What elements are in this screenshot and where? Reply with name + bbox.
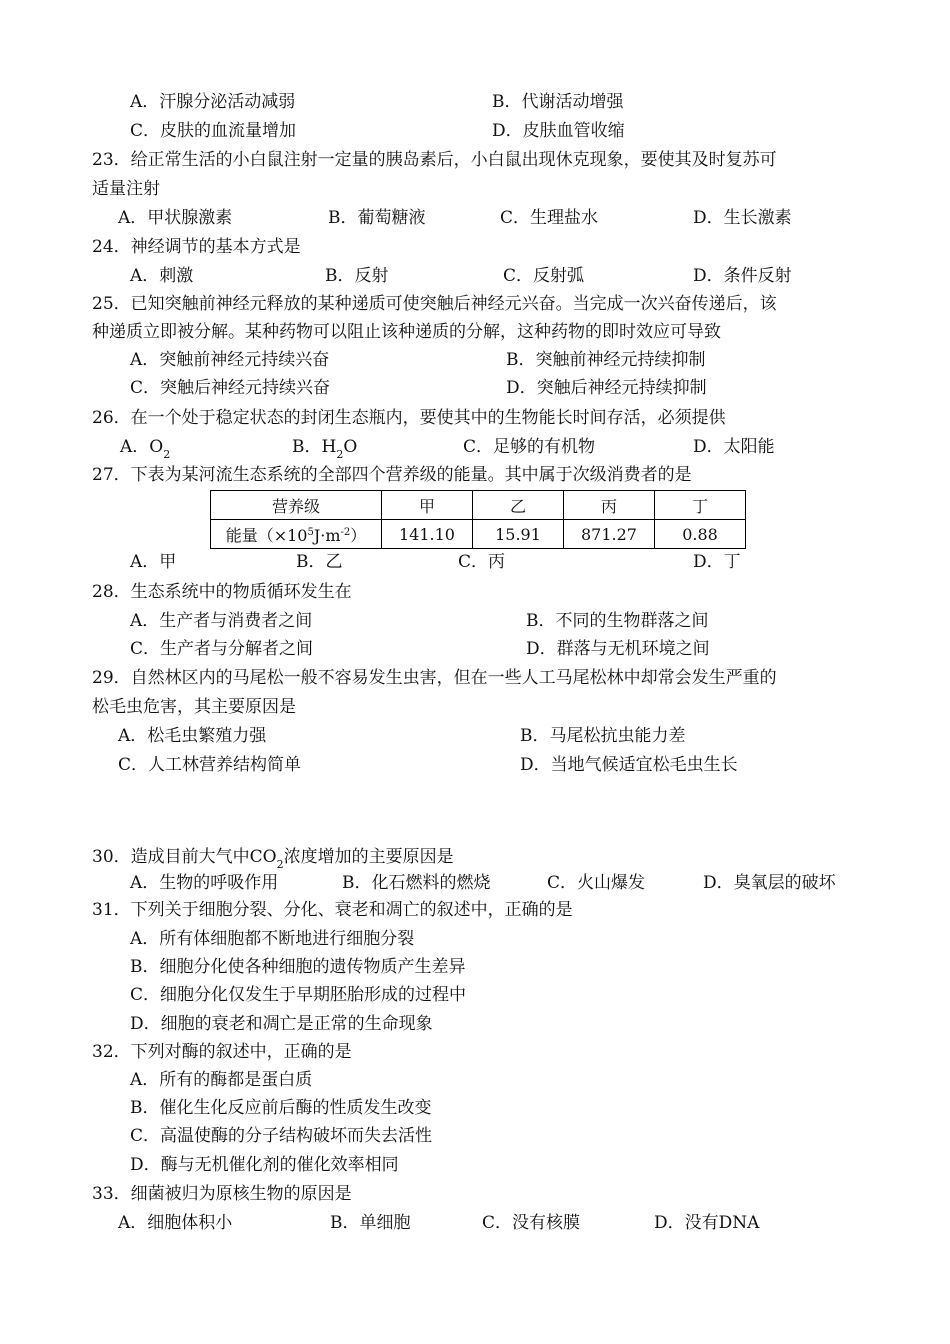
q24-stem (0, 235, 950, 263)
q27-stem (0, 463, 950, 491)
option-a: A．松毛虫繁殖力强 (118, 726, 267, 746)
option-d: D．太阳能 (693, 437, 775, 457)
table-header-cell: 丙 (564, 491, 655, 520)
table-cell: 871.27 (564, 520, 655, 549)
q28-options-row-1 (0, 609, 950, 637)
option-c: C．没有核膜 (482, 1213, 581, 1233)
table-header-cell: 营养级 (211, 491, 382, 520)
q32-option-d (0, 1153, 950, 1181)
table-cell: 141.10 (382, 520, 473, 549)
option-c: C．反射弧 (503, 266, 585, 286)
question-text: 26．在一个处于稳定状态的封闭生态瓶内，要使其中的生物能长时间存活，必须提供 (92, 408, 726, 428)
option-d: D．条件反射 (693, 266, 792, 286)
table-cell: 15.91 (473, 520, 564, 549)
question-text: 25．已知突触前神经元释放的某种递质可使突触后神经元兴奋。当完成一次兴奋传递后，该 (92, 294, 777, 314)
table-header-cell: 甲 (382, 491, 473, 520)
q25-options-row-1 (0, 348, 950, 376)
q23-stem-cont (0, 177, 950, 205)
option-d: D．皮肤血管收缩 (492, 121, 625, 141)
q22-options-row-2 (0, 119, 950, 147)
energy-table (210, 490, 746, 549)
q22-options-row-1 (0, 90, 950, 118)
option-d: D．生长激素 (693, 208, 792, 228)
option-a: A．甲状腺激素 (118, 208, 233, 228)
question-text: 28．生态系统中的物质循环发生在 (92, 582, 352, 602)
q25-stem-cont (0, 320, 950, 348)
q26-stem (0, 406, 950, 434)
question-text: 29．自然林区内的马尾松一般不容易发生虫害，但在一些人工马尾松林中却常会发生严重的 (92, 668, 777, 688)
q32-stem (0, 1040, 950, 1068)
q30-stem (0, 845, 950, 873)
q27-options (0, 550, 950, 578)
q32-option-c (0, 1124, 950, 1152)
option-d: D．酶与无机催化剂的催化效率相同 (130, 1155, 399, 1175)
question-text: 种递质立即被分解。某种药物可以阻止该种递质的分解，这种药物的即时效应可导致 (92, 322, 721, 342)
q31-stem (0, 898, 950, 926)
option-a: A．汗腺分泌活动减弱 (130, 92, 296, 112)
q31-option-a (0, 927, 950, 955)
option-a: A．生物的呼吸作用 (130, 873, 279, 893)
q28-options-row-2 (0, 637, 950, 665)
table-row-label: 能量$(\times 10^5J\cdot m^{-2})$ (211, 520, 382, 549)
q32-option-a (0, 1068, 950, 1096)
option-a: A．$O_2$ (120, 437, 171, 461)
option-c: C．突触后神经元持续兴奋 (130, 378, 331, 398)
option-c: C．足够的有机物 (463, 437, 596, 457)
q25-options-row-2 (0, 376, 950, 404)
question-text: 27．下表为某河流生态系统的全部四个营养级的能量。其中属于次级消费者的是 (92, 465, 692, 485)
q28-stem (0, 580, 950, 608)
q32-option-b (0, 1096, 950, 1124)
option-b: B．不同的生物群落之间 (526, 611, 709, 631)
q31-option-c (0, 983, 950, 1011)
option-b: B．化石燃料的燃烧 (342, 873, 491, 893)
option-b: B．马尾松抗虫能力差 (520, 726, 686, 746)
option-a: A．所有体细胞都不断地进行细胞分裂 (130, 929, 415, 949)
option-c: C．丙 (458, 552, 506, 572)
option-a: A．刺激 (130, 266, 194, 286)
q31-option-b (0, 955, 950, 983)
option-d: D．没有DNA (654, 1213, 760, 1233)
option-a: A．所有的酶都是蛋白质 (130, 1070, 313, 1090)
option-c: C．生产者与分解者之间 (130, 639, 314, 659)
table-header-cell: 丁 (655, 491, 746, 520)
option-d: D．群落与无机环境之间 (526, 639, 710, 659)
option-b: B．催化生化反应前后酶的性质发生改变 (130, 1098, 432, 1118)
question-text: 33．细菌被归为原核生物的原因是 (92, 1184, 352, 1204)
q31-option-d (0, 1012, 950, 1040)
option-c: C．人工林营养结构简单 (118, 755, 302, 775)
question-text: 31．下列关于细胞分裂、分化、衰老和凋亡的叙述中，正确的是 (92, 900, 573, 920)
table-header-row (211, 491, 746, 520)
q33-stem (0, 1182, 950, 1210)
table-cell: 0.88 (655, 520, 746, 549)
q26-options (0, 435, 950, 463)
option-b: B．单细胞 (330, 1213, 411, 1233)
question-text: 32．下列对酶的叙述中，正确的是 (92, 1042, 352, 1062)
option-a: A．甲 (130, 552, 177, 572)
q25-stem (0, 292, 950, 320)
option-b: B．细胞分化使各种细胞的遗传物质产生差异 (130, 957, 466, 977)
option-b: B．代谢活动增强 (492, 92, 624, 112)
q23-stem (0, 148, 950, 176)
option-a: A．细胞体积小 (118, 1213, 233, 1233)
question-text: 适量注射 (92, 179, 160, 199)
option-a: A．生产者与消费者之间 (130, 611, 313, 631)
option-d: D．丁 (693, 552, 741, 572)
q29-stem (0, 666, 950, 694)
question-text: 24．神经调节的基本方式是 (92, 237, 301, 257)
option-c: C．细胞分化仅发生于早期胚胎形成的过程中 (130, 985, 467, 1005)
q24-options (0, 264, 950, 292)
option-b: B．$H_2O$ (292, 437, 358, 461)
option-d: D．臭氧层的破坏 (703, 873, 836, 893)
table-header-cell: 乙 (473, 491, 564, 520)
q33-options (0, 1211, 950, 1239)
option-d: D．突触后神经元持续抑制 (506, 378, 707, 398)
option-d: D．当地气候适宜松毛虫生长 (520, 755, 738, 775)
q29-options-row-1 (0, 724, 950, 752)
table-row (211, 520, 746, 549)
option-a: A．突触前神经元持续兴奋 (130, 350, 330, 370)
option-b: B．突触前神经元持续抑制 (506, 350, 706, 370)
option-c: C．皮肤的血流量增加 (130, 121, 297, 141)
option-c: C．火山爆发 (547, 873, 646, 893)
q29-stem-cont (0, 695, 950, 723)
question-text: 松毛虫危害，其主要原因是 (92, 697, 296, 717)
option-c: C．高温使酶的分子结构破坏而失去活性 (130, 1126, 433, 1146)
option-c: C．生理盐水 (500, 208, 599, 228)
option-b: B．反射 (325, 266, 389, 286)
q30-options (0, 871, 950, 899)
option-d: D．细胞的衰老和凋亡是正常的生命现象 (130, 1014, 433, 1034)
question-text: 30．造成目前大气中$CO_2$浓度增加的主要原因是 (92, 847, 454, 871)
q29-options-row-2 (0, 753, 950, 781)
question-text: 23．给正常生活的小白鼠注射一定量的胰岛素后，小白鼠出现休克现象，要使其及时复苏可 (92, 150, 777, 170)
option-b: B．葡萄糖液 (328, 208, 426, 228)
q23-options (0, 206, 950, 234)
option-b: B．乙 (296, 552, 343, 572)
